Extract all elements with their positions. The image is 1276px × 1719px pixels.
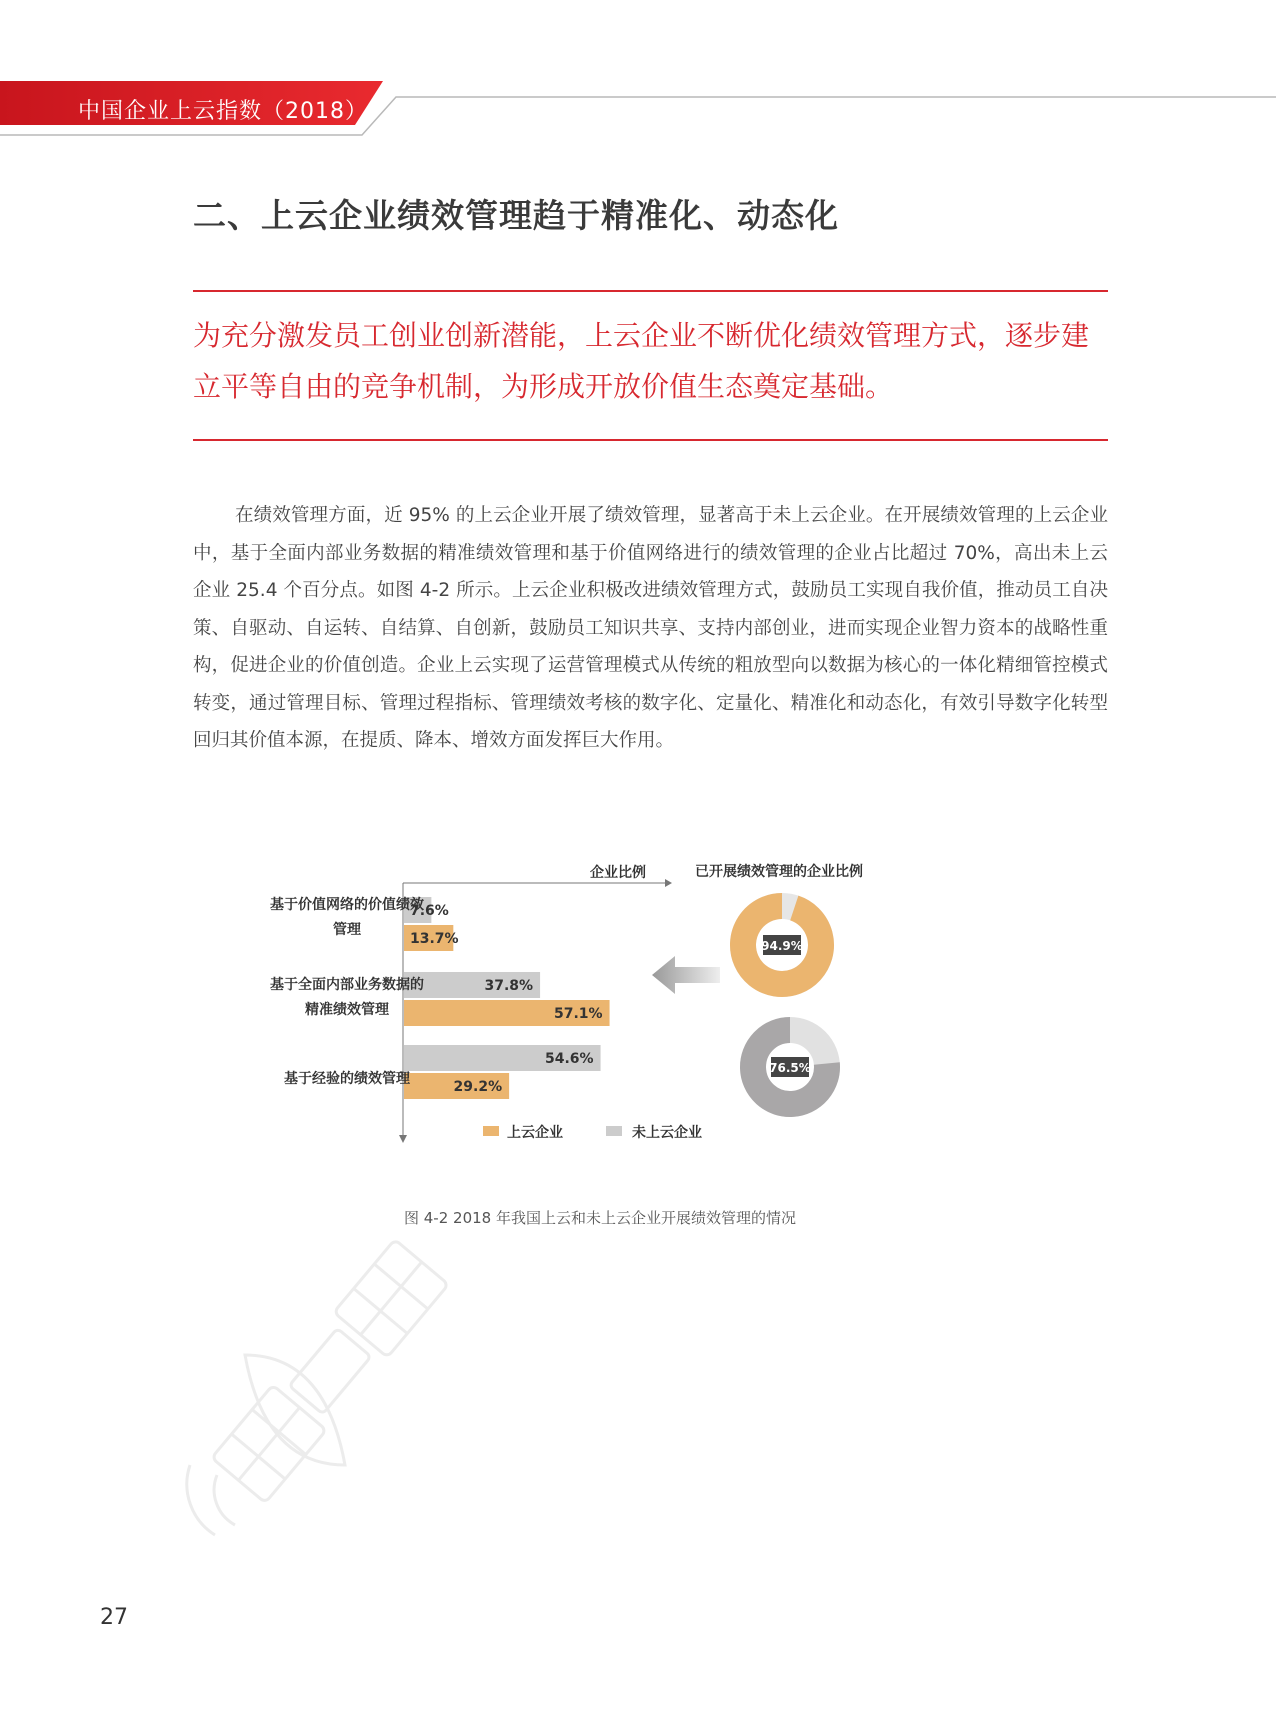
figure-caption: 图 4-2 2018 年我国上云和未上云企业开展绩效管理的情况 bbox=[404, 1209, 796, 1227]
category-label bbox=[247, 1067, 447, 1092]
x-axis-label: 企业比例 bbox=[590, 865, 646, 881]
category-label-line: 基于全面内部业务数据的 bbox=[270, 977, 424, 993]
bar-value-label: 57.1% bbox=[553, 1006, 603, 1022]
category-label-line: 基于经验的绩效管理 bbox=[284, 1071, 410, 1087]
legend-label: 未上云企业 bbox=[632, 1125, 702, 1141]
donut-value-label: 94.9% bbox=[761, 939, 803, 953]
body-paragraph: 在绩效管理方面，近 95% 的上云企业开展了绩效管理，显著高于未上云企业。在开展绩效管理的上云企业中，基于全面内部业务数据的精准绩效管理和基于价值网络进行的绩效管理的企业占比超过 70%，高出未上云企业 25.4 个百分点。如图 4-2 所示。上云企业积极改进绩效管理方式，鼓励员工实现自我价值，推动员工自决策、自驱动、自运转、自结算、自创新，鼓励员工知识共享、支持内部创业，进而实现企业智力资本的战略性重构，促进企业的价值创造。企业上云实现了运营管理模式从传统的粗放型向以数据为核心的一体化精细管控模式转变，通过管理目标、管理过程指标、管理绩效考核的数字化、定量化、精准化和动态化，有效引导数字化转型回归其价值本源，在提质、降本、增效方面发挥巨大作用。 bbox=[193, 505, 1108, 751]
bar-value-label: 54.6% bbox=[544, 1051, 594, 1067]
bar-value-label: 37.8% bbox=[484, 978, 534, 994]
lead-paragraph: 为充分激发员工创业创新潜能，上云企业不断优化绩效管理方式，逐步建立平等自由的竞争机制，为形成开放价值生态奠定基础。 bbox=[193, 319, 1090, 403]
legend-swatch bbox=[606, 1126, 622, 1136]
category-label-line: 精准绩效管理 bbox=[305, 1002, 389, 1018]
pie-title: 已开展绩效管理的企业比例 bbox=[695, 864, 863, 880]
x-axis-arrow bbox=[665, 879, 672, 887]
page-number: 27 bbox=[100, 1605, 128, 1630]
lead-top-rule bbox=[193, 290, 1108, 292]
category-label-line: 管理 bbox=[333, 922, 361, 938]
y-axis-arrow bbox=[399, 1135, 407, 1143]
legend-swatch bbox=[483, 1126, 499, 1136]
legend-label: 上云企业 bbox=[507, 1125, 563, 1141]
bar-value-label: 7.6% bbox=[410, 903, 449, 919]
bar-value-label: 13.7% bbox=[410, 931, 459, 947]
section-title: 二、上云企业绩效管理趋于精准化、动态化 bbox=[193, 196, 839, 235]
lead-bottom-rule bbox=[193, 439, 1108, 441]
figure-4-2 bbox=[250, 835, 950, 1195]
bar-value-label: 29.2% bbox=[453, 1079, 503, 1095]
left-arrow-icon bbox=[652, 956, 720, 994]
category-label bbox=[247, 973, 447, 1023]
category-label-line: 基于价值网络的价值绩效 bbox=[270, 897, 424, 913]
header-title: 中国企业上云指数（2018） bbox=[78, 99, 368, 124]
satellite-watermark-icon bbox=[175, 1235, 515, 1565]
category-label bbox=[247, 893, 447, 943]
donut-value-label: 76.5% bbox=[769, 1061, 811, 1075]
